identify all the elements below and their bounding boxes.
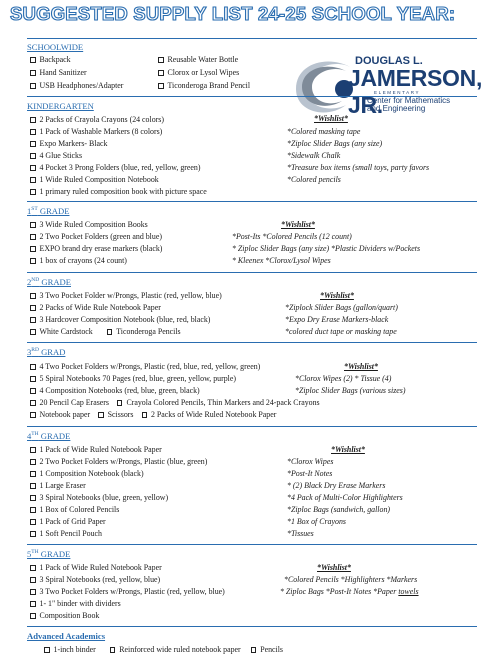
list-item[interactable]: Ticonderoga Brand Pencil <box>158 81 250 91</box>
checkbox[interactable] <box>30 495 36 501</box>
list-item[interactable]: 1 Pack of Washable Markers (8 colors) <box>30 127 162 137</box>
checkbox[interactable] <box>30 70 36 76</box>
list-item[interactable]: 1- 1" binder with dividers <box>30 599 121 609</box>
checkbox[interactable] <box>30 57 36 63</box>
list-item[interactable]: 1 Soft Pencil Pouch <box>30 529 102 539</box>
wishlist-title: *Wishlist* <box>344 362 378 371</box>
checkbox[interactable] <box>30 447 36 453</box>
checkbox[interactable] <box>30 141 36 147</box>
checkbox[interactable] <box>30 153 36 159</box>
checkbox[interactable] <box>30 258 36 264</box>
checkbox[interactable] <box>30 519 36 525</box>
list-item[interactable]: 2 Packs of Wide Rule Notebook Paper <box>30 303 161 313</box>
wishlist-item: * Ziploc Slider Bags (any size) *Plastic Dividers w/Pockets <box>232 244 421 253</box>
logo-line-1: DOUGLAS L. <box>355 55 423 67</box>
divider <box>27 342 477 343</box>
checkbox[interactable] <box>30 507 36 513</box>
checkbox[interactable] <box>30 589 36 595</box>
section-heading-5th-grade: 5TH GRADE <box>27 549 71 559</box>
checkbox[interactable] <box>30 222 36 228</box>
list-item[interactable]: EXPO brand dry erase markers (black) <box>30 244 162 254</box>
checkbox[interactable] <box>30 400 36 406</box>
checkbox[interactable] <box>30 129 36 135</box>
list-item[interactable]: White Cardstock Ticonderoga Pencils <box>30 327 181 337</box>
checkbox[interactable] <box>30 83 36 89</box>
checkbox[interactable] <box>107 329 113 335</box>
wishlist-title: *Wishlist* <box>281 220 315 229</box>
checkbox[interactable] <box>30 613 36 619</box>
list-item[interactable]: Hand Sanitizer <box>30 68 87 78</box>
logo-line-5: and Engineering <box>367 104 426 113</box>
list-item[interactable]: 1 primary ruled composition book with picture space <box>30 187 207 197</box>
list-item[interactable]: Backpack <box>30 55 71 65</box>
section-heading-advanced-academics: Advanced Academics <box>27 631 106 641</box>
list-item[interactable]: 4 Two Pocket Folders w/Prongs, Plastic (red, blue, red, yellow, green) <box>30 362 260 372</box>
checkbox[interactable] <box>158 57 164 63</box>
list-item[interactable]: Notebook paper Scissors 2 Packs of Wide Ruled Notebook Paper <box>30 410 276 420</box>
wishlist-item: *Clorox Wipes (2) * Tissue (4) <box>295 374 392 383</box>
wishlist-item: *Post-It Notes <box>287 469 333 478</box>
checkbox[interactable] <box>30 364 36 370</box>
checkbox[interactable] <box>30 412 36 418</box>
list-item[interactable]: 1 Wide Ruled Composition Notebook <box>30 175 159 185</box>
list-item[interactable]: 1 Pack of Wide Ruled Notebook Paper <box>30 445 162 455</box>
wishlist-item: * Ziploc Bags *Post-It Notes *Paper towels <box>280 587 419 596</box>
wishlist-item: * Kleenex *Clorox/Lysol Wipes <box>232 256 331 265</box>
wishlist-item: *Treasure box items (small toys, party favors <box>287 163 430 172</box>
list-item[interactable]: 2 Two Pocket Folders w/Prongs, Plastic (blue, green) <box>30 457 207 467</box>
wishlist-item: *Expo Dry Erase Markers-black <box>285 315 389 324</box>
wishlist-title: *Wishlist* <box>314 114 348 123</box>
list-item[interactable]: 5 Spiral Notebooks 70 Pages (red, blue, green, yellow, purple) <box>30 374 236 384</box>
wishlist-item: *Tissues <box>287 529 314 538</box>
logo-line-3: ELEMENTARY <box>374 90 421 95</box>
list-item[interactable]: 3 Spiral Notebooks (red, yellow, blue) <box>30 575 160 585</box>
checkbox[interactable] <box>30 459 36 465</box>
checkbox[interactable] <box>30 601 36 607</box>
list-item[interactable]: 3 Wide Ruled Composition Books <box>30 220 148 230</box>
divider <box>27 626 477 627</box>
list-item[interactable]: 3 Spiral Notebooks (blue, green, yellow) <box>30 493 168 503</box>
checkbox[interactable] <box>30 165 36 171</box>
checkbox[interactable] <box>30 189 36 195</box>
checkbox[interactable] <box>98 412 104 418</box>
list-item[interactable]: Clorox or Lysol Wipes <box>158 68 239 78</box>
list-item[interactable]: 1 Large Eraser <box>30 481 86 491</box>
wishlist-item: *Ziploc Slider Bags (any size) <box>287 139 383 148</box>
checkbox[interactable] <box>110 647 116 653</box>
list-item[interactable]: 3 Two Pocket Folders w/Prongs, Plastic (red, yellow, blue) <box>30 587 225 597</box>
list-item[interactable]: 3 Hardcover Composition Notebook (blue, red, black) <box>30 315 210 325</box>
wishlist-item: *Ziploc Slider Bags (various sizes) <box>295 386 406 395</box>
checkbox[interactable] <box>158 83 164 89</box>
list-item[interactable]: 1-inch binder Reinforced wide ruled notebook paper Pencils <box>44 645 283 655</box>
wishlist-item: *Colored pencils <box>287 175 341 184</box>
page-title: SUGGESTED SUPPLY LIST 24-25 SCHOOL YEAR: <box>10 3 456 24</box>
checkbox[interactable] <box>30 329 36 335</box>
checkbox[interactable] <box>30 177 36 183</box>
divider <box>27 38 477 39</box>
section-heading-kindergarten: KINDERGARTEN <box>27 101 94 111</box>
section-heading-schoolwide: SCHOOLWIDE <box>27 42 84 52</box>
wishlist-title: *Wishlist* <box>331 445 365 454</box>
checkbox[interactable] <box>30 531 36 537</box>
checkbox[interactable] <box>30 471 36 477</box>
section-heading-2nd-grade: 2ND GRADE <box>27 277 71 287</box>
checkbox[interactable] <box>30 577 36 583</box>
wishlist-item: *Clorox Wipes <box>287 457 334 466</box>
checkbox[interactable] <box>142 412 148 418</box>
list-item[interactable]: Reusable Water Bottle <box>158 55 238 65</box>
section-heading-1st-grade: 1ST GRADE <box>27 206 70 216</box>
list-item[interactable]: 2 Two Pocket Folders (green and blue) <box>30 232 162 242</box>
divider <box>27 544 477 545</box>
checkbox[interactable] <box>30 317 36 323</box>
wishlist-item: *Sidewalk Chalk <box>287 151 341 160</box>
list-item[interactable]: Composition Book <box>30 611 99 621</box>
list-item[interactable]: 3 Two Pocket Folder w/Prongs, Plastic (red, yellow, blue) <box>30 291 222 301</box>
divider <box>27 96 477 97</box>
wishlist-item: * (2) Black Dry Erase Markers <box>287 481 386 490</box>
checkbox[interactable] <box>30 388 36 394</box>
list-item[interactable]: 1 Composition Notebook (black) <box>30 469 144 479</box>
wishlist-item: *Colored Pencils *Highlighters *Markers <box>284 575 418 584</box>
wishlist-item: *Ziplock Slider Bags (gallon/quart) <box>285 303 398 312</box>
list-item[interactable]: USB Headphones/Adapter <box>30 81 123 91</box>
checkbox[interactable] <box>30 293 36 299</box>
checkbox[interactable] <box>30 483 36 489</box>
section-heading-4th-grade: 4TH GRADE <box>27 431 71 441</box>
checkbox[interactable] <box>251 647 257 653</box>
list-item[interactable]: 4 Composition Notebooks (red, blue, green, black) <box>30 386 200 396</box>
checkbox[interactable] <box>158 70 164 76</box>
wishlist-item: *Post-Its *Colored Pencils (12 count) <box>232 232 352 241</box>
logo-line-2: JAMERSON, JR. <box>348 65 483 118</box>
list-item[interactable]: 20 Pencil Cap Erasers Crayola Colored Pencils, Thin Markers and 24-pack Crayons <box>30 398 320 408</box>
wishlist-item: *Colored masking tape <box>287 127 361 136</box>
wishlist-item: *colored duct tape or masking tape <box>285 327 397 336</box>
checkbox[interactable] <box>117 400 123 406</box>
divider <box>27 272 477 273</box>
section-heading-3rd-grade: 3RD GRAD <box>27 347 66 357</box>
wishlist-title: *Wishlist* <box>317 563 351 572</box>
checkbox[interactable] <box>44 647 50 653</box>
logo-line-4: Center for Mathematics <box>367 96 451 105</box>
checkbox[interactable] <box>30 117 36 123</box>
divider <box>27 201 477 202</box>
list-item[interactable]: 4 Pocket 3 Prong Folders (blue, red, yellow, green) <box>30 163 201 173</box>
checkbox[interactable] <box>30 246 36 252</box>
list-item[interactable]: 1 box of crayons (24 count) <box>30 256 127 266</box>
list-item[interactable]: 1 Box of Colored Pencils <box>30 505 119 515</box>
school-logo <box>288 49 498 121</box>
checkbox[interactable] <box>30 376 36 382</box>
divider <box>27 426 477 427</box>
list-item[interactable]: Expo Markers- Black <box>30 139 107 149</box>
list-item[interactable]: 1 Pack of Grid Paper <box>30 517 106 527</box>
wishlist-item: *Ziploc Bags (sandwich, gallon) <box>287 505 391 514</box>
list-item[interactable]: 1 Pack of Wide Ruled Notebook Paper <box>30 563 162 573</box>
wishlist-item: *4 Pack of Multi-Color Highlighters <box>287 493 403 502</box>
wishlist-title: *Wishlist* <box>320 291 354 300</box>
checkbox[interactable] <box>30 234 36 240</box>
list-item[interactable]: 4 Glue Sticks <box>30 151 82 161</box>
list-item[interactable]: 2 Packs of Crayola Crayons (24 colors) <box>30 115 164 125</box>
wishlist-item: *1 Box of Crayons <box>287 517 346 526</box>
checkbox[interactable] <box>30 305 36 311</box>
checkbox[interactable] <box>30 565 36 571</box>
